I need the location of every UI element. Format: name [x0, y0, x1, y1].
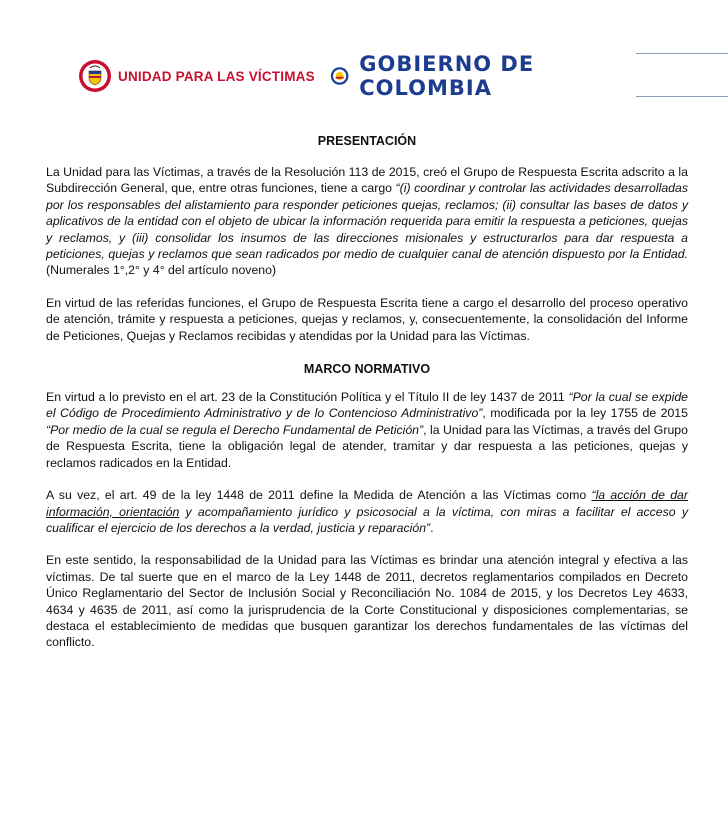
italic-quote: y acompañamiento jurídico y psicosocial a la víctima, con miras a facilitar el acceso y cualificar el ejercicio de los derechos a la verdad, justicia y reparación”	[46, 504, 688, 535]
text-run: La Unidad para las Víctimas, a través de la Resolución 113 de 2015, creó el Grupo de Respuesta Escrita adscrito a la Subdirección General, que, entre otras funciones, tiene a cargo	[46, 165, 688, 196]
paragraph-marco-2	[46, 487, 688, 536]
text-run: .	[430, 520, 434, 535]
document-body	[46, 132, 688, 651]
gobierno-colombia-wordmark: GOBIERNO DE COLOMBIA	[359, 52, 535, 100]
text-run: , la Unidad para las Víctimas, a través del Grupo de Respuesta Escrita, tiene la obligación legal de atender, tramitar y dar respuesta a las peticiones, quejas y reclamos radicados en la Entidad.	[46, 422, 688, 470]
page-header	[0, 54, 728, 100]
unidad-victimas-wordmark: UNIDAD PARA LAS VÍCTIMAS	[118, 68, 315, 84]
text-run: , modificada por la ley 1755 de 2015	[482, 406, 688, 421]
italic-quote: “Por la cual se expide el Código de Procedimiento Administrativo y de lo Contencioso Administrativo”	[46, 390, 688, 421]
text-run: En virtud a lo previsto en el art. 23 de la Constitución Política y el Título II de ley 1437 de 2011	[46, 390, 569, 405]
section-title-marco-normativo: MARCO NORMATIVO	[303, 362, 431, 377]
colombia-coat-of-arms-icon	[78, 59, 112, 93]
text-run: A su vez, el art. 49 de la ley 1448 de 2011 define la Medida de Atención a las Víctimas como	[46, 488, 592, 503]
paragraph-presentacion-1	[46, 164, 688, 279]
unidad-victimas-logo	[78, 58, 315, 94]
section-title-presentacion: PRESENTACIÓN	[317, 134, 417, 148]
text-run: (Numerales 1°,2° y 4° del artículo noveno)	[46, 263, 277, 278]
logo-top-rule	[636, 53, 728, 54]
paragraph-marco-1	[46, 389, 688, 471]
paragraph-marco-3: En este sentido, la responsabilidad de la Unidad para las Víctimas es brindar una atención integral y efectiva a las víctimas. De tal suerte que en el marco de la Ley 1448 de 2011, decretos reglamentarios compilados en Decreto Único Reglamentario del Sector de Inclusión Social y Reconciliación No. 1084 de 2015, y los Decretos Ley 4633, 4634 y 4635 de 2011, así como la jurisprudencia de la Corte Constitucional y disposiciones complementarias, se destaca el establecimiento de medidas que busquen garantizar los derechos fundamentales de las víctimas del conflicto.	[46, 553, 688, 650]
italic-quote: “Por medio de la cual se regula el Derecho Fundamental de Petición”	[46, 422, 424, 437]
gobierno-colombia-logo	[318, 52, 636, 100]
paragraph-presentacion-2: En virtud de las referidas funciones, el Grupo de Respuesta Escrita tiene a cargo el desarrollo del proceso operativo de atención, trámite y respuesta a peticiones, quejas y reclamos, y, consecuentemente, la consolidación del Informe de Peticiones, Quejas y Reclamos recibidas y atendidas por la Unidad para las Víctimas.	[46, 295, 688, 343]
italic-quote: “(i) coordinar y controlar las actividades desarrolladas por los responsables del alistamiento para responder peticiones quejas, reclamos; (ii) consultar las bases de datos y aplicativos de la entidad con el objeto de ubicar la información requerida para emitir la respuesta a peticiones, quejas y reclamos, y (iii) consolidar los insumos de las direcciones misionales y estructurarlos para dar respuesta a peticiones, quejas y reclamos que sean radicados por medio de cualquier canal de atención dispuesto por la Entidad.	[46, 181, 688, 262]
colombia-seal-icon	[330, 65, 349, 87]
logo-bottom-rule	[636, 96, 728, 97]
underlined-italic-quote: “la acción de dar información, orientación	[46, 488, 688, 519]
